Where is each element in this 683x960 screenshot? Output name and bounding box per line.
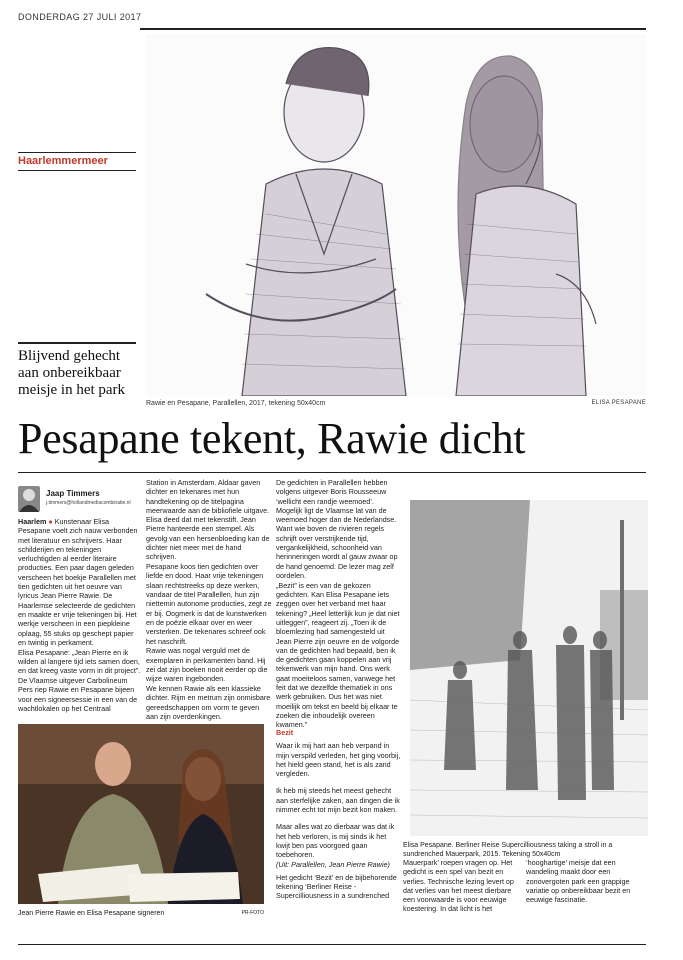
illustration-credit: ELISA PESAPANE xyxy=(591,400,646,406)
poem-title: Bezit xyxy=(276,728,294,737)
header-illustration xyxy=(146,34,646,396)
poem-stanza-1: Waar ik mij hart aan heb verpand in mijn verspild verleden, het ging voorbij, het hield geen stand, het is als zand vergleden. xyxy=(276,741,401,779)
sketch-caption: Elisa Pesapane. Berliner Reise Supercilliousness taking a stroll in a sundrenched Mauerpark, 2015. Tekening 50x40cm xyxy=(403,842,613,858)
author-byline xyxy=(18,486,142,514)
col2-p3: Rawie was nogal verguld met de exemplaren in perkamenten band. Hij zei dat zijn boeken nooit eerder op die wijze waren ingebonden. xyxy=(146,646,268,684)
illustration-caption-text: Rawie en Pesapane, Parallellen, 2017, tekening 50x40cm xyxy=(146,400,326,407)
section-label: Haarlemmermeer xyxy=(18,152,136,171)
signing-photo xyxy=(18,724,264,904)
poem-after: Het gedicht ‘Bezit’ en de bijbehorende tekening ‘Berliner Reise - Supercilliousness in a sundrenched xyxy=(276,872,397,901)
article-column-4: Mauerpark’ roepen vragen op. Het gedicht is een spel van bezit en verlies. Technische lezing levert op dat verlies van het meest dierbare een voorwaarde is voor eeuwige koestering. In dat licht is het xyxy=(403,858,514,914)
col3-p2: „Bezit” is een van de gekozen gedichten. Kan Elisa Pesapane iets zeggen over het verband met haar tekening? „Heel letterlijk kun je dat niet uitleggen”, reageert zij. „Toen ik de bloemlezing had samengesteld uit Jean Pierre zijn oeuvre en de volgorde van de gedichten had bepaald, ben ik de gedichten gaan koppelen aan vrij tekenwerk van mijn hand. Ons werk gaat moeiteloos samen, vanwege het feit dat we dezelfde thematiek in ons werk gebruiken. Dus het was niet moeilijk om tekst en beeld bij elkaar te zoeken die inhoudelijk overeen kwamen.” xyxy=(276,580,400,730)
author-name: Jaap Timmers xyxy=(46,489,100,498)
dateline: DONDERDAG 27 JULI 2017 xyxy=(18,12,142,22)
poem-stanza-3: Maar alles wat zo dierbaar was dat ik het heb verloren, is mij sinds ik het kwijt ben pas voorgoed gaan toebehoren. xyxy=(276,822,395,860)
article-column-1: Haarlem ● Kunstenaar Elisa Pesapane voelt zich nauw verbonden met literatuur en schrijvers. Haar schilderijen en tekeningen verluchtigden al eerder literaire producties. Een paar dagen geleden verscheen het boekje Parallellen met tien gedichten uit het oeuvre van lyricus Jean Pierre Rawie. De Haarlemse selecteerde de gedichten en maakte er vrije tekeningen bij. Het werkje verscheen in een piepkleine oplaag, 55 stuks op geschept papier en twintig in perkament. Elisa Pesapane: „Jean Pierre en ik wilden al langere tijd iets samen doen, en dat kreeg vaste vorm in dit project”. De Vlaamse uitgever Carbolineum Pers riep Rawie en Pesapane bijeen voor een signeersessie in een van de wachtlokalen op het Centraal xyxy=(18,517,141,713)
col2-p2: Pesapane koos tien gedichten over liefde en dood. Haar vrije tekeningen slaan rechtstreeks op deze werken, vandaar de titel Parallellen, hun zijn niettemin autonome producties, zegt ze er bij. Oogmerk is dat de kunstwerken en de poëzie elkaar over en weer versterken. De tekenares schreef ook het naschrift. xyxy=(146,562,272,646)
poem-block xyxy=(276,728,402,909)
photo-caption-text: Jean Pierre Rawie en Elisa Pesapane signeren xyxy=(18,910,165,917)
article-column-3 xyxy=(276,478,402,730)
subheadline: Blijvend gehecht aan onbereikbaar meisje in het park xyxy=(18,342,136,399)
col1-p2: Elisa Pesapane: „Jean Pierre en ik wilden al langere tijd iets samen doen, en dat kreeg vaste vorm in dit project”. xyxy=(18,647,141,676)
article-column-2 xyxy=(146,478,272,722)
bottom-rule xyxy=(18,944,646,945)
photo-caption xyxy=(18,910,264,917)
headline: Pesapane tekent, Rawie dicht xyxy=(18,414,526,463)
col2-p4: We kennen Rawie als een klassieke dichter. Rijm en metrum zijn onmisbare gereedschappen om vorm te geven aan zijn overdenkingen. xyxy=(146,684,271,721)
illustration-caption xyxy=(146,400,646,407)
dateline-place: Haarlem xyxy=(18,517,47,526)
photo-credit: PR-FOTO xyxy=(241,910,264,916)
article-column-5: ‘hooghartige’ meisje dat een wandeling maakt door een zonovergoten park een grappige variatie op onbereikbaar bezit en eeuwige fascinatie. xyxy=(526,858,631,905)
author-avatar xyxy=(18,486,40,512)
col2-p1: Station in Amsterdam. Aldaar gaven dichter en tekenares met hun handtekening op de titelpagina meerwaarde aan de bibliofiele uitgave. Elisa deed dat met tekenstift. Jean Pierre hanteerde een stempel. Als gevolg van een hersenbloeding kan de dichter niet meer met de hand schrijven. xyxy=(146,478,270,562)
poem-source: (Uit: Parallellen, Jean Pierre Rawie) xyxy=(276,859,390,869)
author-email[interactable]: j.timmers@hollandmediacombinatie.nl xyxy=(46,500,131,506)
poem-stanza-2: Ik heb mij steeds het meest gehecht aan sterfelijke zaken, aan dingen die ik nimmer echt tot mijn bezit kon maken. xyxy=(276,786,400,815)
headline-rule xyxy=(18,472,646,473)
col1-p1: Kunstenaar Elisa Pesapane voelt zich nauw verbonden met literatuur en schrijvers. Haar schilderijen en tekeningen verluchtigden al eerder literaire producties. Een paar dagen geleden verscheen het boekje Parallellen met tien gedichten uit het oeuvre van lyricus Jean Pierre Rawie. De Haarlemse selecteerde de gedichten en maakte er vrije tekeningen bij. Het werkje verscheen in een piepkleine oplaag, 55 stuks op geschept papier en twintig in perkament. xyxy=(18,517,138,647)
top-rule xyxy=(140,28,646,30)
col3-p1: De gedichten in Parallellen hebben volgens uitgever Boris Rousseeuw ‘wellicht een randje weemoed’. Mogelijk ligt de Vlaamse lat van de weemoed hoger dan de Nederlandse. Want wie boven de rivieren regels schrijft over verstrijkende tijd, vergankelijkheid, schoonheid van herinneringen wordt al gauw zwaar op de hand genoemd. De lezer mag zelf oordelen. xyxy=(276,478,398,580)
col1-p3: De Vlaamse uitgever Carbolineum Pers riep Rawie en Pesapane bijeen voor een signeersessie in een van de wachtlokalen op het Centraal xyxy=(18,676,138,713)
park-sketch xyxy=(410,500,648,836)
